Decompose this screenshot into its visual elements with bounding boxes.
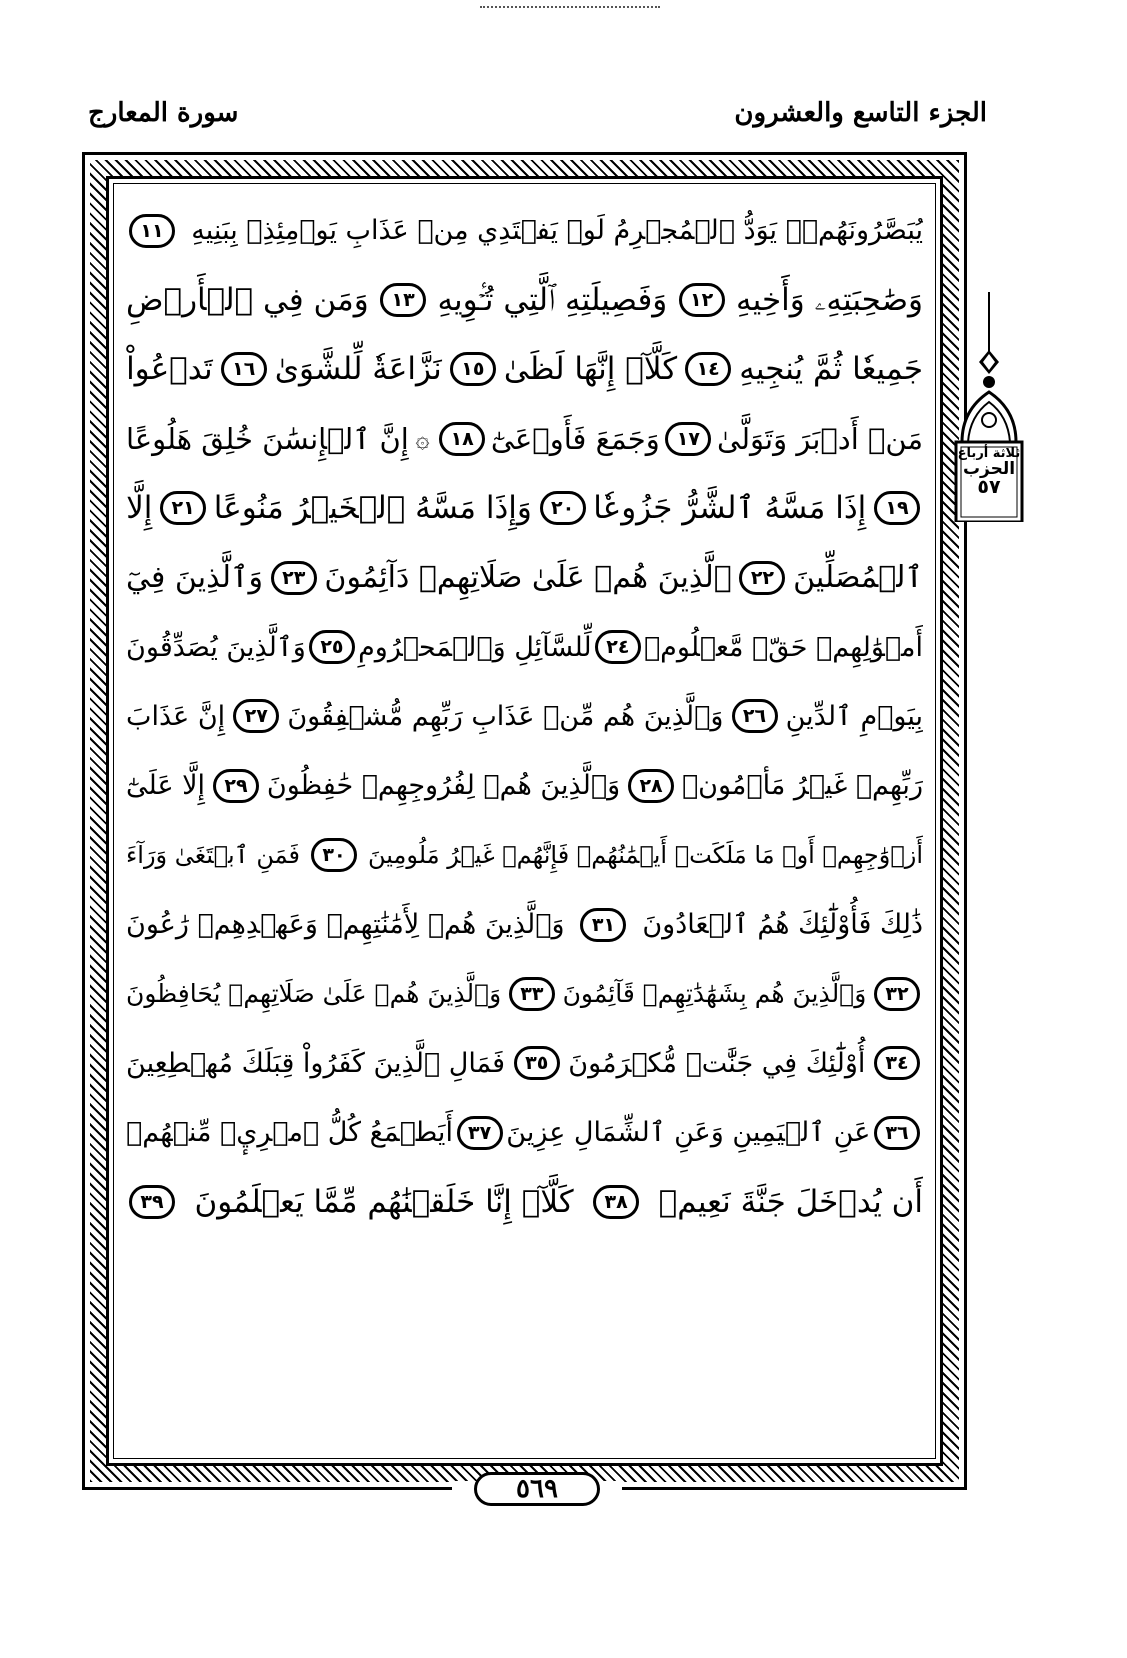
ayah-number-marker: ٣٧: [457, 1116, 503, 1150]
verse-text: يُبَصَّرُونَهُمۡۚ يَوَدُّ ٱلۡمُجۡرِمُ لَوۡ يَفۡتَدِي مِنۡ عَذَابِ يَوۡمِئِذِۭ بِبَنِيهِ: [191, 215, 923, 247]
verse-text: وَٱلَّذِينَ هُم بِشَهَٰدَٰتِهِمۡ قَآئِمُونَ: [562, 979, 867, 1009]
ayah-number-marker: ١٨: [439, 422, 485, 456]
rub-el-hizb-icon: ۞: [415, 424, 430, 453]
ayah-number-marker: ٣٣: [509, 977, 555, 1011]
verse-text: أَن يُدۡخَلَ جَنَّةَ نَعِيمٖ: [658, 1184, 923, 1221]
verse-text: كَلَّآۖ إِنَّهَا لَظَىٰ: [503, 351, 678, 388]
text-line: [126, 890, 923, 959]
verse-text: وَٱلَّذِينَ يُصَدِّقُونَ: [126, 631, 306, 663]
ayah-number-marker: ٣٨: [593, 1185, 639, 1219]
ayah-number-marker: ٢٥: [309, 630, 355, 664]
ayah-number-marker: ٢٧: [233, 699, 279, 733]
verse-text: كَلَّآۖ إِنَّا خَلَقۡنَٰهُم مِّمَّا يَعۡلَمُونَ: [194, 1184, 574, 1221]
text-line: [126, 682, 923, 751]
verse-text: وَفَصِيلَتِهِ ٱلَّتِي تُـٔۡوِيهِ: [437, 281, 668, 318]
ayah-number-marker: ٢٩: [213, 769, 259, 803]
ayah-number-marker: ١٣: [380, 283, 426, 317]
verse-text: عَنِ ٱلۡيَمِينِ وَعَنِ ٱلشِّمَالِ عِزِينَ: [506, 1117, 871, 1149]
surah-title: سورة المعارج: [88, 98, 239, 128]
page-number: ٥٦٩: [474, 1472, 600, 1506]
verse-text: أَيَطۡمَعُ كُلُّ ٱمۡرِيٕٖ مِّنۡهُمۡ: [126, 1117, 453, 1149]
verse-text: وَٱلَّذِينَ هُمۡ لِفُرُوجِهِمۡ حَٰفِظُونَ: [266, 770, 621, 802]
verse-text: وَصَٰحِبَتِهِۦ وَأَخِيهِ: [736, 281, 923, 318]
verse-text: ٱلَّذِينَ هُمۡ عَلَىٰ صَلَاتِهِمۡ دَآئِمُونَ: [324, 560, 732, 596]
text-line: [126, 404, 923, 473]
ayah-number-marker: ٢٤: [595, 630, 641, 664]
verse-text: وَجَمَعَ فَأَوۡعَىٰٓ: [490, 421, 660, 456]
page-number-box: [452, 1472, 622, 1508]
ayah-number-marker: ١٢: [679, 283, 725, 317]
text-line: [126, 751, 923, 820]
verse-text: إِلَّا عَلَىٰٓ: [126, 770, 206, 802]
ayah-number-marker: ٣٤: [874, 1046, 920, 1080]
text-line: [126, 821, 923, 890]
ayah-number-marker: ١٥: [450, 352, 496, 386]
text-line: [126, 265, 923, 334]
ayah-number-marker: ٣١: [580, 908, 626, 942]
verse-text: نَزَّاعَةٗ لِّلشَّوَىٰ: [274, 351, 442, 388]
verse-text: بِيَوۡمِ ٱلدِّينِ: [785, 700, 923, 732]
ayah-number-marker: ٣٠: [311, 838, 357, 872]
hizb-number: ٥٧: [977, 476, 1001, 499]
ayah-number-marker: ٣٥: [514, 1046, 560, 1080]
text-line: [126, 196, 923, 265]
text-line: [126, 1029, 923, 1098]
text-line: [126, 1167, 923, 1236]
verse-text: تَدۡعُواْ: [126, 351, 213, 388]
ayah-number-marker: ٢٣: [271, 561, 317, 595]
verse-text: وَٱلَّذِينَ هُمۡ لِأَمَٰنَٰتِهِمۡ وَعَهۡدِهِمۡ رَٰعُونَ: [126, 909, 565, 941]
text-line: [126, 474, 923, 543]
verse-text: رَبِّهِمۡ غَيۡرُ مَأۡمُونٖ: [681, 770, 923, 802]
verse-text: وَمَن فِي ٱلۡأَرۡضِ: [126, 282, 369, 319]
verse-text: وَٱلَّذِينَ هُمۡ عَلَىٰ صَلَاتِهِمۡ يُحَافِظُونَ: [126, 979, 502, 1009]
text-line: [126, 612, 923, 681]
verse-text: فَمَنِ ٱبۡتَغَىٰ وَرَآءَ: [126, 841, 300, 870]
ayah-number-marker: ١٤: [685, 352, 731, 386]
hizb-label: ثلاثة أرباع: [957, 446, 1021, 461]
verse-text: إِذَا مَسَّهُ ٱلشَّرُّ جَزُوعٗا: [593, 490, 867, 527]
hizb-marker: [952, 447, 1026, 498]
ayah-number-marker: ١٧: [665, 422, 711, 456]
verse-text: ذَٰلِكَ فَأُوْلَٰٓئِكَ هُمُ ٱلۡعَادُونَ: [642, 909, 923, 941]
verse-text: إِلَّا: [126, 490, 153, 527]
verse-text: أَمۡوَٰلِهِمۡ حَقّٞ مَّعۡلُومٞ: [643, 631, 923, 663]
ayah-number-marker: ٢١: [160, 491, 206, 525]
ayah-number-marker: ٢٨: [628, 769, 674, 803]
ayah-number-marker: ٢٢: [739, 561, 785, 595]
verse-text: وَٱلَّذِينَ هُم مِّنۡ عَذَابِ رَبِّهِم مُّشۡفِقُونَ: [287, 700, 724, 732]
hizb-word: الحزب: [962, 458, 1016, 479]
text-line: [126, 959, 923, 1028]
ayah-number-marker: ٢٦: [732, 699, 778, 733]
verse-text: أَزۡوَٰجِهِمۡ أَوۡ مَا مَلَكَتۡ أَيۡمَٰنُهُمۡ فَإِنَّهُمۡ غَيۡرُ مَلُومِينَ: [368, 841, 923, 870]
verse-text: أُوْلَٰٓئِكَ فِي جَنَّٰتٖ مُّكۡرَمُونَ: [568, 1047, 866, 1079]
text-line: [126, 1098, 923, 1167]
ayah-number-marker: ٣٢: [874, 977, 920, 1011]
ayah-number-marker: ٣٦: [874, 1116, 920, 1150]
verse-text: وَٱلَّذِينَ فِيٓ: [126, 560, 264, 596]
verse-text: جَمِيعٗا ثُمَّ يُنجِيهِ: [739, 351, 923, 388]
verse-text: وَإِذَا مَسَّهُ ٱلۡخَيۡرُ مَنُوعًا: [213, 490, 532, 527]
verse-text: ٱلۡمُصَلِّينَ: [793, 560, 923, 596]
verse-text: مَنۡ أَدۡبَرَ وَتَوَلَّىٰ: [717, 421, 923, 456]
juz-title: الجزء التاسع والعشرون: [734, 98, 987, 128]
ayah-number-marker: ٢٠: [540, 491, 586, 525]
top-dotted-rule: [480, 6, 660, 8]
verse-text: إِنَّ عَذَابَ: [126, 700, 226, 732]
ayah-number-marker: ٣٩: [129, 1185, 175, 1219]
ayah-number-marker: ١٩: [874, 491, 920, 525]
verse-text: لِّلسَّآئِلِ وَٱلۡمَحۡرُومِ: [358, 631, 592, 663]
verse-text: إِنَّ ٱلۡإِنسَٰنَ خُلِقَ هَلُوعًا: [126, 421, 409, 456]
ayah-number-marker: ١١: [129, 214, 175, 248]
verse-text: فَمَالِ ٱلَّذِينَ كَفَرُواْ قِبَلَكَ مُهۡطِعِينَ: [126, 1047, 506, 1079]
text-line: [126, 543, 923, 612]
text-line: [126, 335, 923, 404]
quran-text: [126, 196, 923, 1446]
ayah-number-marker: ١٦: [221, 352, 267, 386]
